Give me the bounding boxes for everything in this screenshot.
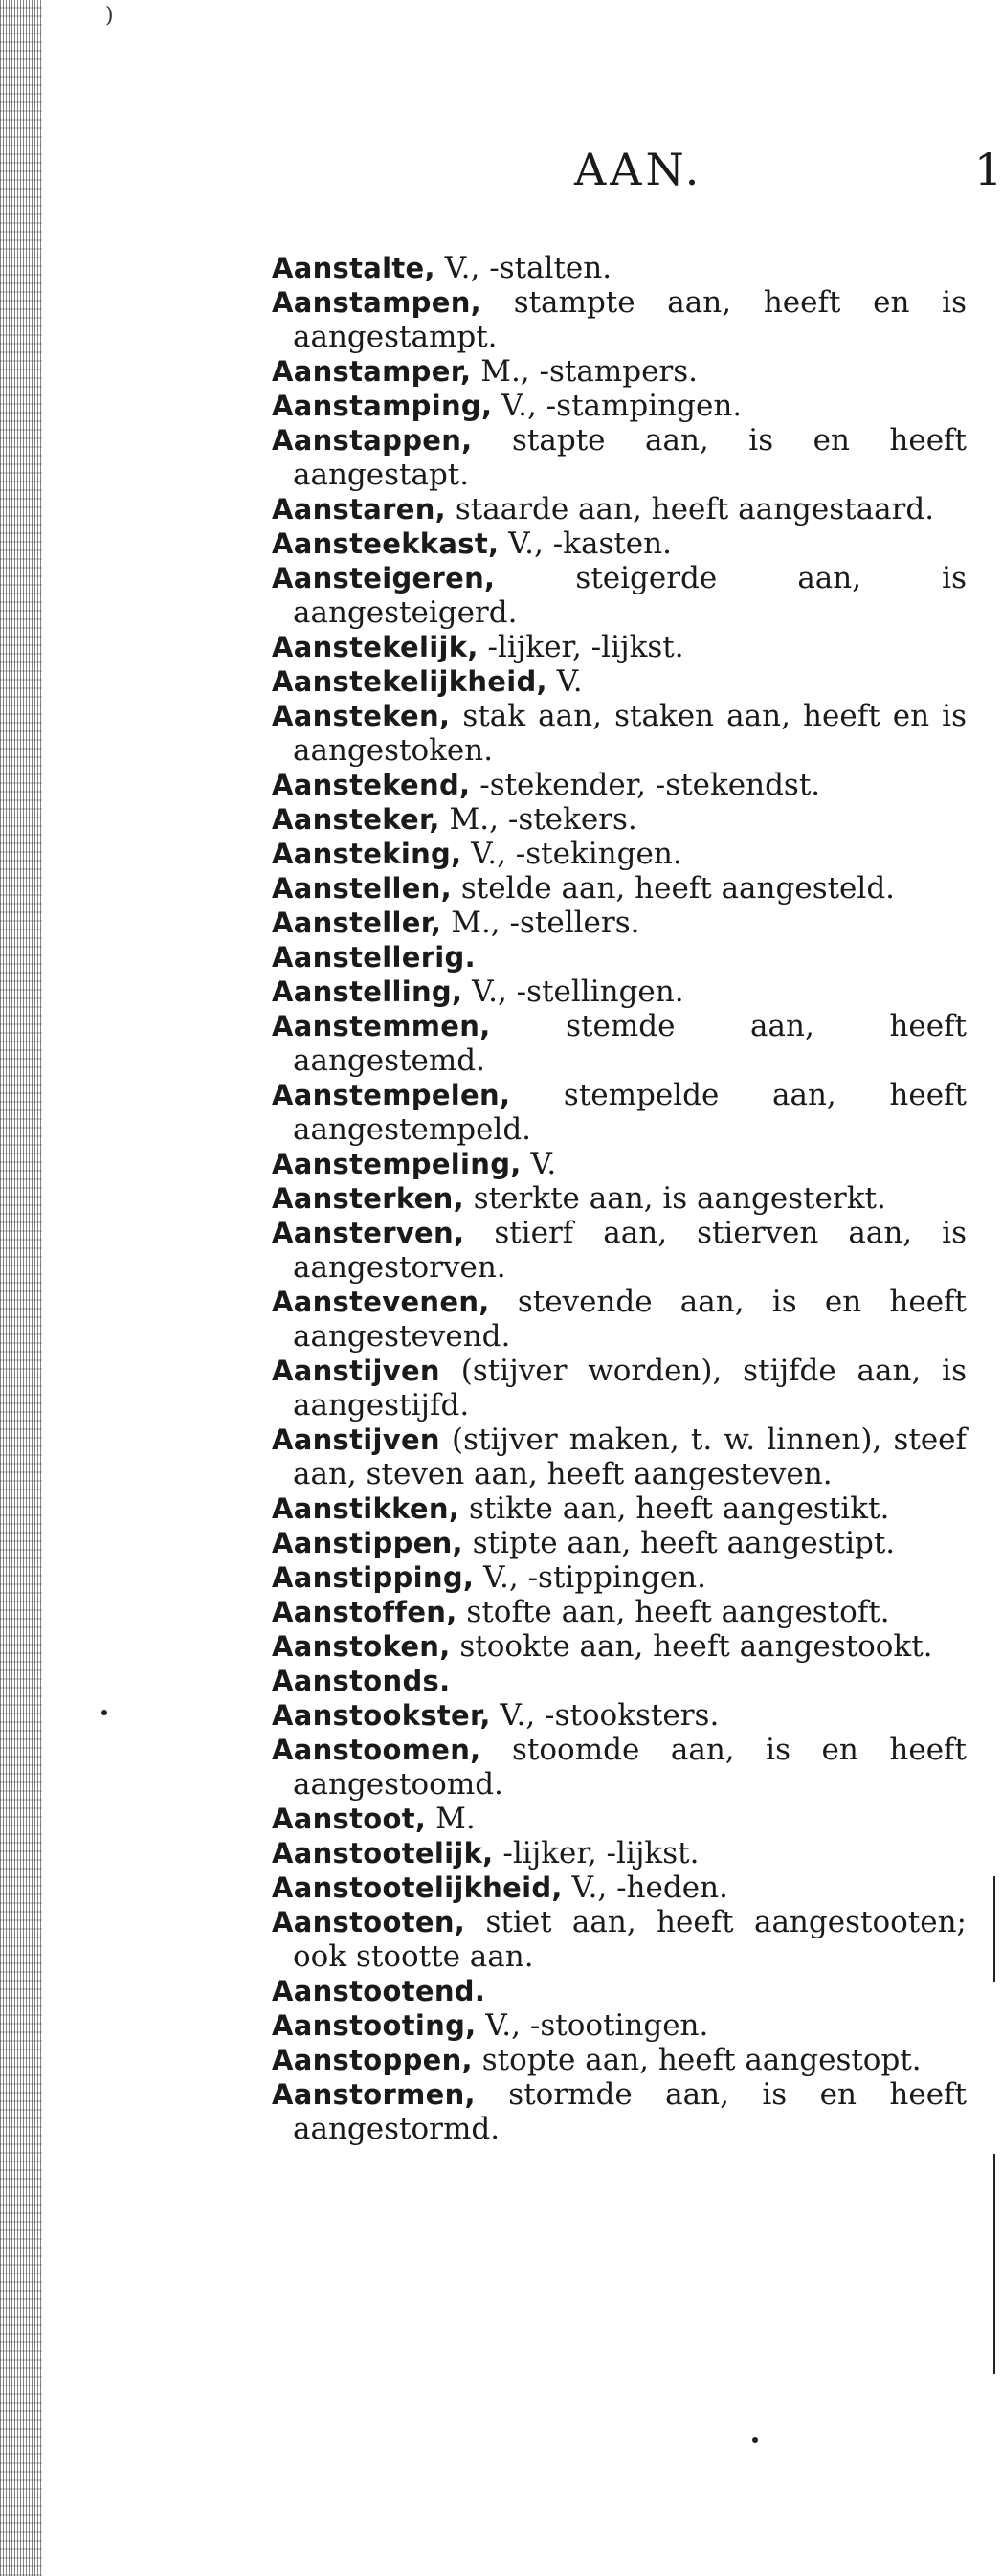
dictionary-entry <box>272 1629 967 1664</box>
entry-inflections: stelde aan, heeft aangesteld. <box>451 871 896 906</box>
margin-rule <box>993 2154 995 2374</box>
entry-inflections: V., -heden. <box>562 1870 728 1905</box>
dictionary-entry <box>272 940 967 974</box>
entry-headword: Aanstekend, <box>272 769 471 801</box>
dictionary-entry <box>272 1664 967 1698</box>
dictionary-entry <box>272 906 967 940</box>
page-title: AAN. <box>574 144 703 195</box>
entry-inflections: V., -stekingen. <box>461 837 682 871</box>
entry-headword: Aanstookster, <box>272 1699 491 1732</box>
dictionary-entry <box>272 561 967 630</box>
dictionary-entry-list <box>272 251 967 2146</box>
dictionary-entry <box>272 1836 967 1870</box>
entry-inflections: stak aan, staken aan, heeft en is aangestoken. <box>293 699 967 768</box>
entry-inflections: stofte aan, heeft aangestoft. <box>456 1595 890 1629</box>
entry-headword: Aanstootend. <box>272 1975 486 2007</box>
dictionary-entry <box>272 837 967 871</box>
entry-headword: Aansteigeren, <box>272 562 496 594</box>
dictionary-entry <box>272 1870 967 1905</box>
entry-headword: Aanstootelijkheid, <box>272 1871 563 1904</box>
entry-inflections: stikte aan, heeft aangestikt. <box>459 1491 890 1526</box>
entry-inflections: V. <box>546 664 583 699</box>
entry-headword: Aansteekkast, <box>272 527 500 560</box>
dictionary-entry <box>272 802 967 837</box>
entry-inflections: stemde aan, heeft aangestemd. <box>293 1009 967 1078</box>
dictionary-entry <box>272 1733 967 1802</box>
entry-inflections: stiet aan, heeft aangestooten; ook stootte aan. <box>293 1905 967 1974</box>
dictionary-entry <box>272 768 967 802</box>
entry-headword: Aansterven, <box>272 1217 465 1249</box>
entry-headword: Aanstampen, <box>272 286 481 319</box>
entry-inflections: V., -stellingen. <box>462 974 684 1009</box>
entry-inflections: stoomde aan, is en heeft aangestoomd. <box>293 1733 967 1802</box>
entry-headword: Aanstooten, <box>272 1906 466 1938</box>
entry-headword: Aanstooting, <box>272 2009 477 2042</box>
entry-headword: Aanstamper, <box>272 355 472 388</box>
entry-headword: Aansteken, <box>272 700 451 732</box>
page-number: 1 <box>974 144 1002 195</box>
dictionary-entry <box>272 251 967 285</box>
entry-inflections: stempelde aan, heeft aangestempeld. <box>293 1078 967 1147</box>
entry-inflections: V., -stootingen. <box>476 2008 709 2043</box>
dictionary-entry <box>272 1354 967 1422</box>
entry-headword: Aanstoomen, <box>272 1734 481 1766</box>
entry-inflections: V., -kasten. <box>499 526 672 561</box>
dictionary-entry <box>272 974 967 1009</box>
entry-inflections: steigerde aan, is aangesteigerd. <box>293 561 967 630</box>
entry-headword: Aanstekelijkheid, <box>272 665 547 698</box>
dictionary-entry <box>272 2008 967 2043</box>
entry-inflections: stipte aan, heeft aangestipt. <box>462 1526 896 1560</box>
entry-headword: Aanstoppen, <box>272 2044 473 2076</box>
dictionary-entry <box>272 871 967 906</box>
entry-headword: Aanstempelen, <box>272 1079 511 1111</box>
entry-inflections: (stijver worden), stijfde aan, is aangestijfd. <box>293 1354 967 1422</box>
entry-inflections: staarde aan, heeft aangestaard. <box>445 492 935 526</box>
entry-inflections: stevende aan, is en heeft aangestevend. <box>293 1285 967 1354</box>
dictionary-entry <box>272 1698 967 1733</box>
dictionary-entry <box>272 1560 967 1595</box>
entry-inflections: sterkte aan, is aangesterkt. <box>463 1181 886 1216</box>
dictionary-entry <box>272 664 967 699</box>
entry-headword: Aanstoot, <box>272 1803 427 1835</box>
entry-inflections: -lijker, -lijkst. <box>478 630 684 664</box>
entry-headword: Aanstempeling, <box>272 1148 522 1180</box>
entry-inflections: M. <box>426 1802 476 1836</box>
entry-headword: Aansterken, <box>272 1182 464 1215</box>
dictionary-entry <box>272 1974 967 2008</box>
dictionary-entry <box>272 1147 967 1181</box>
entry-inflections: V., -stooksters. <box>490 1698 720 1733</box>
entry-headword: Aanstelling, <box>272 975 463 1008</box>
entry-headword: Aanstippen, <box>272 1527 463 1559</box>
entry-headword: Aansteker, <box>272 803 440 836</box>
entry-inflections: stookte aan, heeft aangestookt. <box>450 1629 933 1664</box>
entry-headword: Aanstormen, <box>272 2078 476 2111</box>
entry-inflections: M., -stellers. <box>441 906 640 940</box>
dictionary-entry <box>272 285 967 354</box>
entry-headword: Aanstalte, <box>272 252 435 284</box>
dictionary-entry <box>272 1491 967 1526</box>
entry-headword: Aanstappen, <box>272 424 473 457</box>
entry-headword: Aanstellen, <box>272 872 452 905</box>
dictionary-entry <box>272 526 967 561</box>
entry-inflections: V., -stalten. <box>434 251 612 285</box>
dictionary-entry <box>272 1905 967 1974</box>
page-header <box>0 144 1002 201</box>
entry-headword: Aanstipping, <box>272 1561 475 1594</box>
entry-headword: Aanstootelijk, <box>272 1837 494 1870</box>
dictionary-entry <box>272 389 967 423</box>
dictionary-entry <box>272 354 967 389</box>
dictionary-entry <box>272 2043 967 2077</box>
entry-headword: Aanstikken, <box>272 1492 460 1525</box>
dictionary-entry <box>272 2077 967 2146</box>
entry-headword: Aanstellerig. <box>272 941 476 974</box>
entry-headword: Aanstoffen, <box>272 1596 457 1628</box>
entry-inflections: stapte aan, is en heeft aangestapt. <box>293 423 967 492</box>
entry-headword: Aanstaren, <box>272 493 446 526</box>
dictionary-entry <box>272 1009 967 1078</box>
entry-headword: Aanstevenen, <box>272 1286 490 1318</box>
dictionary-entry <box>272 1422 967 1491</box>
entry-headword: Aansteking, <box>272 838 462 870</box>
entry-inflections: stopte aan, heeft aangestopt. <box>472 2043 922 2077</box>
dictionary-entry <box>272 423 967 492</box>
dictionary-entry <box>272 1595 967 1629</box>
entry-headword: Aanstekelijk, <box>272 631 479 663</box>
dictionary-entry <box>272 1078 967 1147</box>
entry-headword: Aanstonds. <box>272 1665 451 1697</box>
dictionary-entry <box>272 1802 967 1836</box>
entry-inflections: V., -stampingen. <box>492 389 743 423</box>
entry-inflections: stampte aan, heeft en is aangestampt. <box>293 285 967 354</box>
print-speck <box>752 2437 758 2443</box>
dictionary-entry <box>272 1526 967 1560</box>
entry-headword: Aanstijven <box>272 1423 440 1456</box>
entry-headword: Aanstamping, <box>272 390 493 422</box>
page-binding-edge <box>0 0 42 2576</box>
dictionary-entry <box>272 492 967 526</box>
entry-inflections: stierf aan, stierven aan, is aangestorven. <box>293 1216 967 1285</box>
entry-inflections: M., -stampers. <box>471 354 699 389</box>
entry-inflections: -stekender, -stekendst. <box>470 768 821 802</box>
dictionary-entry <box>272 1285 967 1354</box>
entry-headword: Aanstemmen, <box>272 1010 491 1042</box>
entry-headword: Aanstoken, <box>272 1630 451 1663</box>
margin-rule <box>993 1876 995 1982</box>
margin-mark: ) <box>105 4 114 28</box>
print-speck <box>101 1710 107 1715</box>
entry-inflections: M., -stekers. <box>439 802 637 837</box>
entry-inflections: -lijker, -lijkst. <box>493 1836 700 1870</box>
entry-headword: Aanstijven <box>272 1355 440 1387</box>
entry-inflections: V. <box>521 1147 557 1181</box>
dictionary-entry <box>272 699 967 768</box>
entry-inflections: V., -stippingen. <box>474 1560 706 1595</box>
entry-inflections: (stijver maken, t. w. linnen), steef aan, steven aan, heeft aangesteven. <box>293 1422 967 1491</box>
dictionary-entry <box>272 1181 967 1216</box>
entry-headword: Aansteller, <box>272 907 442 939</box>
dictionary-entry <box>272 630 967 664</box>
entry-inflections: stormde aan, is en heeft aangestormd. <box>293 2077 967 2146</box>
dictionary-entry <box>272 1216 967 1285</box>
